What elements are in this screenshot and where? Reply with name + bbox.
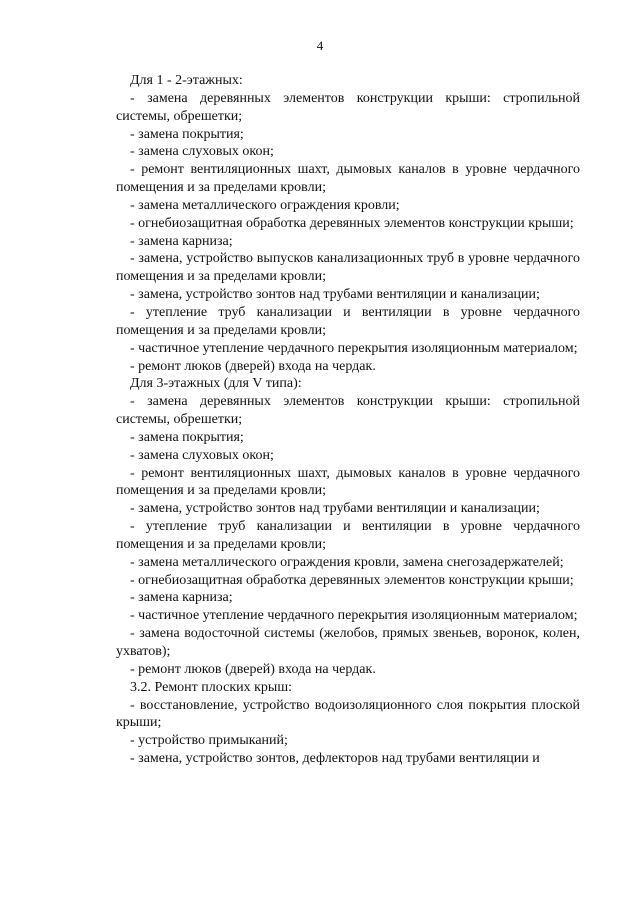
document-body — [116, 72, 580, 768]
paragraph: - замена карниза; — [130, 233, 233, 249]
page-number: 4 — [316, 38, 324, 53]
paragraph: - частичное утепление чердачного перекрытия изоляционным материалом; — [130, 608, 578, 624]
paragraph: - утепление труб канализации и вентиляции в уровне чердачного помещения и за пределами кровли; — [116, 304, 580, 338]
paragraph: - ремонт люков (дверей) входа на чердак. — [130, 358, 376, 374]
paragraph: - замена, устройство зонтов над трубами вентиляции и канализации; — [130, 501, 540, 517]
paragraph: - ремонт вентиляционных шахт, дымовых каналов в уровне чердачного помещения и за пределами кровли; — [116, 465, 580, 499]
paragraph: - замена, устройство выпусков канализационных труб в уровне чердачного помещения и за пределами кровли; — [116, 251, 580, 285]
paragraph: - замена покрытия; — [130, 126, 244, 142]
paragraph: - замена карниза; — [130, 590, 233, 606]
paragraph: - замена, устройство зонтов, дефлекторов над трубами вентиляции и — [130, 751, 540, 767]
paragraph: - замена слуховых окон; — [130, 447, 274, 463]
paragraph: - ремонт вентиляционных шахт, дымовых каналов в уровне чердачного помещения и за пределами кровли; — [116, 162, 580, 196]
paragraph: Для 1 - 2-этажных: — [130, 73, 243, 88]
paragraph: - замена слуховых окон; — [130, 144, 274, 160]
paragraph: 3.2. Ремонт плоских крыш: — [130, 679, 292, 695]
paragraph: - замена деревянных элементов конструкции крыши: стропильной системы, обрешетки; — [116, 90, 580, 124]
paragraph: - огнебиозащитная обработка деревянных элементов конструкции крыши; — [130, 572, 574, 588]
paragraph: - восстановление, устройство водоизоляционного слоя покрытия плоской крыши; — [116, 697, 580, 731]
paragraph: - утепление труб канализации и вентиляции в уровне чердачного помещения и за пределами кровли; — [116, 519, 580, 552]
paragraph: - замена деревянных элементов конструкции крыши: стропильной системы, обрешетки; — [116, 394, 580, 428]
paragraph: - замена покрытия; — [130, 429, 244, 445]
paragraph: - замена водосточной системы (желобов, прямых звеньев, воронок, колен, ухватов); — [116, 626, 580, 659]
paragraph: - замена, устройство зонтов над трубами вентиляции и канализации; — [130, 287, 540, 303]
paragraph: - ремонт люков (дверей) входа на чердак. — [130, 661, 376, 677]
paragraph: - замена металлического ограждения кровли; — [130, 197, 400, 213]
paragraph: - замена металлического ограждения кровли, замена снегозадержателей; — [130, 554, 564, 570]
paragraph: - частичное утепление чердачного перекрытия изоляционным материалом; — [130, 340, 578, 356]
paragraph: Для 3-этажных (для V типа): — [130, 376, 302, 392]
paragraph: - огнебиозащитная обработка деревянных элементов конструкции крыши; — [130, 215, 574, 231]
paragraph: - устройство примыканий; — [130, 733, 288, 749]
